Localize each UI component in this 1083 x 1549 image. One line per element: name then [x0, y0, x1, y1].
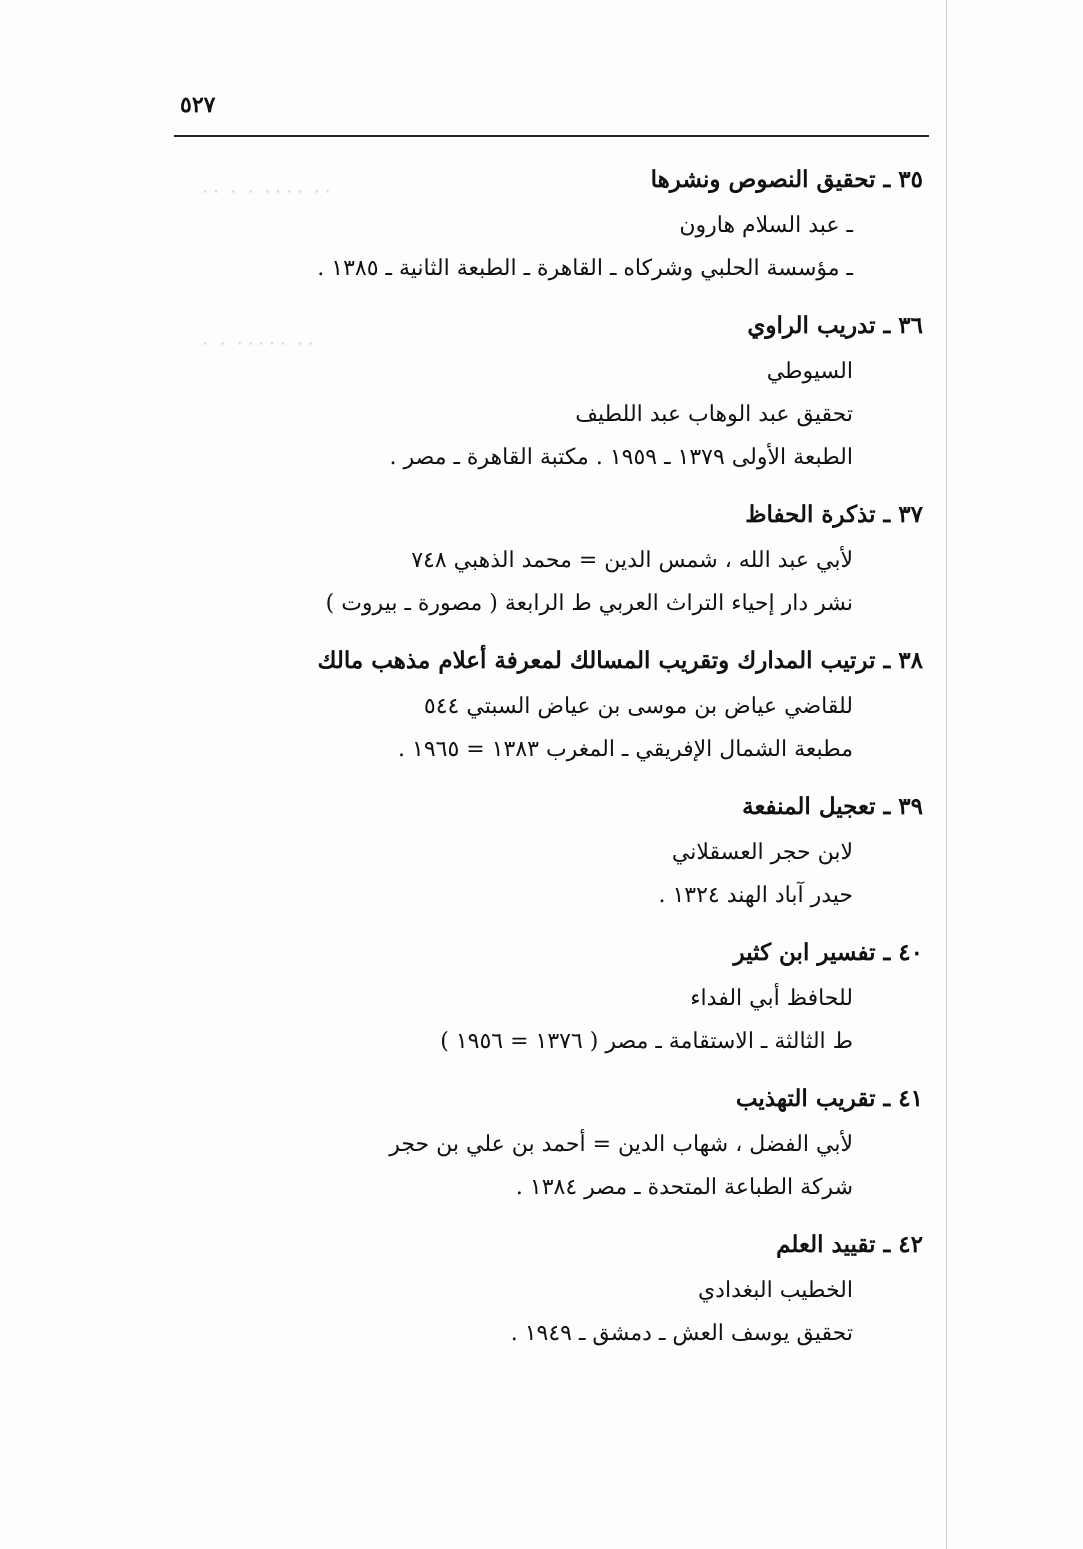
entry-number: ٤٢ ـ — [883, 1231, 923, 1258]
entry-number: ٣٥ ـ — [883, 166, 923, 193]
entry-line: تحقيق عبد الوهاب عبد اللطيف — [575, 402, 853, 427]
entry-line: للقاضي عياض بن موسى بن عياض السبتي ٥٤٤ — [423, 694, 853, 719]
entry-number: ٣٦ ـ — [883, 312, 923, 339]
entry-line: حيدر آباد الهند ١٣٢٤ . — [658, 883, 853, 908]
entry-line: الطبعة الأولى ١٣٧٩ ـ ١٩٥٩ . مكتبة القاهرة ـ مصر . — [389, 445, 853, 470]
entry-line: تحقيق يوسف العش ـ دمشق ـ ١٩٤٩ . — [510, 1321, 853, 1346]
entry-line: مطبعة الشمال الإفريقي ـ المغرب ١٣٨٣ = ١٩٦٥ . — [398, 737, 853, 762]
entry-title: ٤١ ـتقريب التهذيب — [223, 1079, 923, 1125]
entry-title: ٣٦ ـتدريب الراوي — [223, 306, 923, 352]
page-number: ٥٢٧ — [180, 92, 216, 118]
entry-line: شركة الطباعة المتحدة ـ مصر ١٣٨٤ . — [515, 1175, 853, 1200]
entry-line: ـ مؤسسة الحلبي وشركاه ـ القاهرة ـ الطبعة الثانية ـ ١٣٨٥ . — [317, 256, 853, 281]
entry-number: ٣٨ ـ — [883, 647, 923, 674]
page-edge — [946, 0, 947, 1549]
entry-number: ٣٧ ـ — [883, 501, 923, 528]
entry-number: ٤١ ـ — [883, 1085, 923, 1112]
bibliography-entry — [223, 306, 923, 481]
entry-title: ٤٠ ـتفسير ابن كثير — [223, 933, 923, 979]
bleed-through: ٠٠ ٠٠٠٠ ٠ ٠ ٠٠ — [200, 178, 333, 202]
bibliography-entry — [223, 495, 923, 627]
entry-line: لابن حجر العسقلاني — [671, 840, 853, 865]
bibliography-entry — [223, 933, 923, 1065]
bibliography-entry — [223, 1079, 923, 1211]
header-rule — [174, 135, 929, 137]
bibliography-list — [223, 160, 923, 1357]
entry-title: ٣٩ ـتعجيل المنفعة — [223, 787, 923, 833]
entry-line: نشر دار إحياء التراث العربي ط الرابعة ( مصورة ـ بيروت ) — [325, 591, 853, 616]
entry-line: لأبي الفضل ، شهاب الدين = أحمد بن علي بن حجر — [389, 1132, 853, 1157]
bibliography-entry — [223, 641, 923, 773]
entry-title: ٤٢ ـتقييد العلم — [223, 1225, 923, 1271]
bibliography-entry — [223, 787, 923, 919]
entry-number: ٤٠ ـ — [883, 939, 923, 966]
entry-title: ٣٧ ـتذكرة الحفاظ — [223, 495, 923, 541]
entry-line: لأبي عبد الله ، شمس الدين = محمد الذهبي ٧٤٨ — [411, 548, 853, 573]
entry-line: ط الثالثة ـ الاستقامة ـ مصر ( ١٣٧٦ = ١٩٥٦ ) — [440, 1029, 853, 1054]
entry-line: الخطيب البغدادي — [697, 1278, 853, 1303]
bibliography-entry — [223, 160, 923, 292]
entry-line: السيوطي — [766, 359, 853, 384]
entry-number: ٣٩ ـ — [883, 793, 923, 820]
entry-title: ٣٥ ـتحقيق النصوص ونشرها — [223, 160, 923, 206]
entry-line: ـ عبد السلام هارون — [679, 213, 853, 238]
entry-title: ٣٨ ـترتيب المدارك وتقريب المسالك لمعرفة أعلام مذهب مالك — [223, 641, 923, 687]
bleed-through: ٠٠ ٠٠٠٠٠ ٠ ٠ — [200, 330, 316, 354]
entry-line: للحافظ أبي الفداء — [690, 986, 853, 1011]
bibliography-entry — [223, 1225, 923, 1357]
